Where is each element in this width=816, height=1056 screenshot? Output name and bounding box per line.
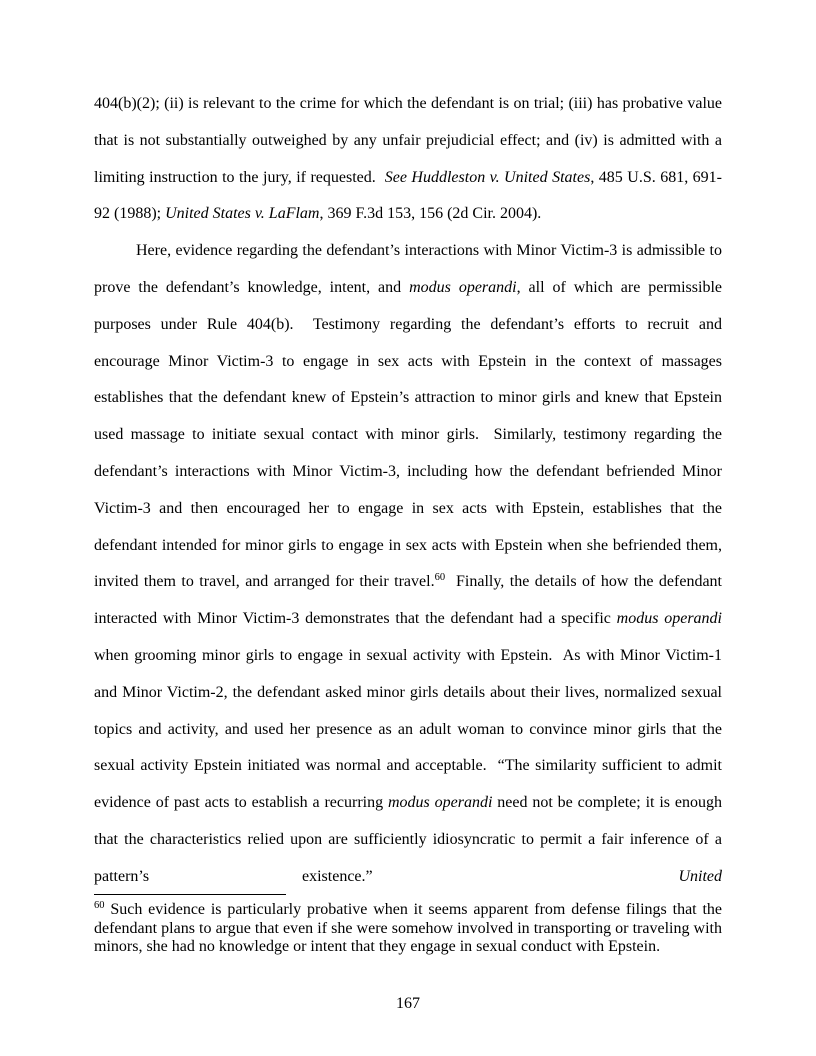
paragraph [94, 233, 722, 895]
italic-text-run: modus operandi [616, 610, 722, 628]
footnote-separator [94, 894, 286, 895]
text-run: Such evidence is particularly probative when it seems apparent from defense filings that the defendant plans to argue that even if she were somehow involved in transporting or traveling with minors, she had no knowledge or intent that they engage in sexual conduct with Epstein. [94, 901, 722, 955]
italic-text-run: United States v. LaFlam [165, 205, 320, 223]
text-run: 404(b)(2); (ii) is relevant to the crime for which the defendant is on trial; (iii) has probative value that is not substantially outweighed by any unfair prejudicial effect; and (iv) is admitted with a limiting instruction to the jury, if requested. [94, 95, 722, 186]
italic-text-run: United [678, 867, 722, 885]
text-run: when grooming minor girls to engage in sexual activity with Epstein. As with Minor Victim-1 and Minor Victim-2, the defendant asked minor girls details about their lives, normalized sexual topics and activity, and used her presence as an adult woman to convince minor girls that the sexual activity Epstein initiated was normal and acceptable. “The similarity sufficient to admit evidence of past acts to establish a recurring [94, 646, 722, 812]
italic-text-run: modus operandi [409, 278, 517, 296]
italic-text-run: See Huddleston v. United States [384, 168, 591, 186]
italic-text-run: modus operandi [387, 794, 493, 812]
body-text [94, 86, 722, 896]
paragraph [94, 86, 722, 233]
footnote-marker: 60 [94, 899, 105, 911]
text-run: need not be complete; it is enough that the characteristics relied upon are sufficiently idiosyncratic to permit a fair inference of a pattern’s existence.” [94, 794, 723, 885]
text-run: , all of which are permissible purposes under Rule 404(b). Testimony regarding the defendant’s efforts to recruit and encourage Minor Victim-3 to engage in sex acts with Epstein in the context of massages establishes that the defendant knew of Epstein’s attraction to minor girls and knew that Epstein used massage to initiate sexual contact with minor girls. Similarly, testimony regarding the defendant’s interactions with Minor Victim-3, including how the defendant befriended Minor Victim-3 and then encouraged her to engage in sex acts with Epstein, establishes that the defendant intended for minor girls to engage in sex acts with Epstein when she befriended them, invited them to travel, and arranged for their travel. [94, 278, 722, 591]
text-run: Finally, the details of how the defendant interacted with Minor Victim-3 demonstrates that the defendant had a specific [94, 573, 722, 628]
page-number: 167 [396, 995, 420, 1012]
footnote-area [94, 894, 722, 957]
text-run: , 485 U.S. 681, 691-92 (1988); [94, 168, 723, 223]
text-run: , 369 F.3d 153, 156 (2d Cir. 2004). [319, 205, 542, 223]
text-run: Here, evidence regarding the defendant’s interactions with Minor Victim-3 is admissible to prove the defendant’s knowledge, intent, and [94, 242, 722, 296]
footnote-text [94, 901, 722, 957]
footnote-reference-superscript: 60 [434, 571, 446, 583]
